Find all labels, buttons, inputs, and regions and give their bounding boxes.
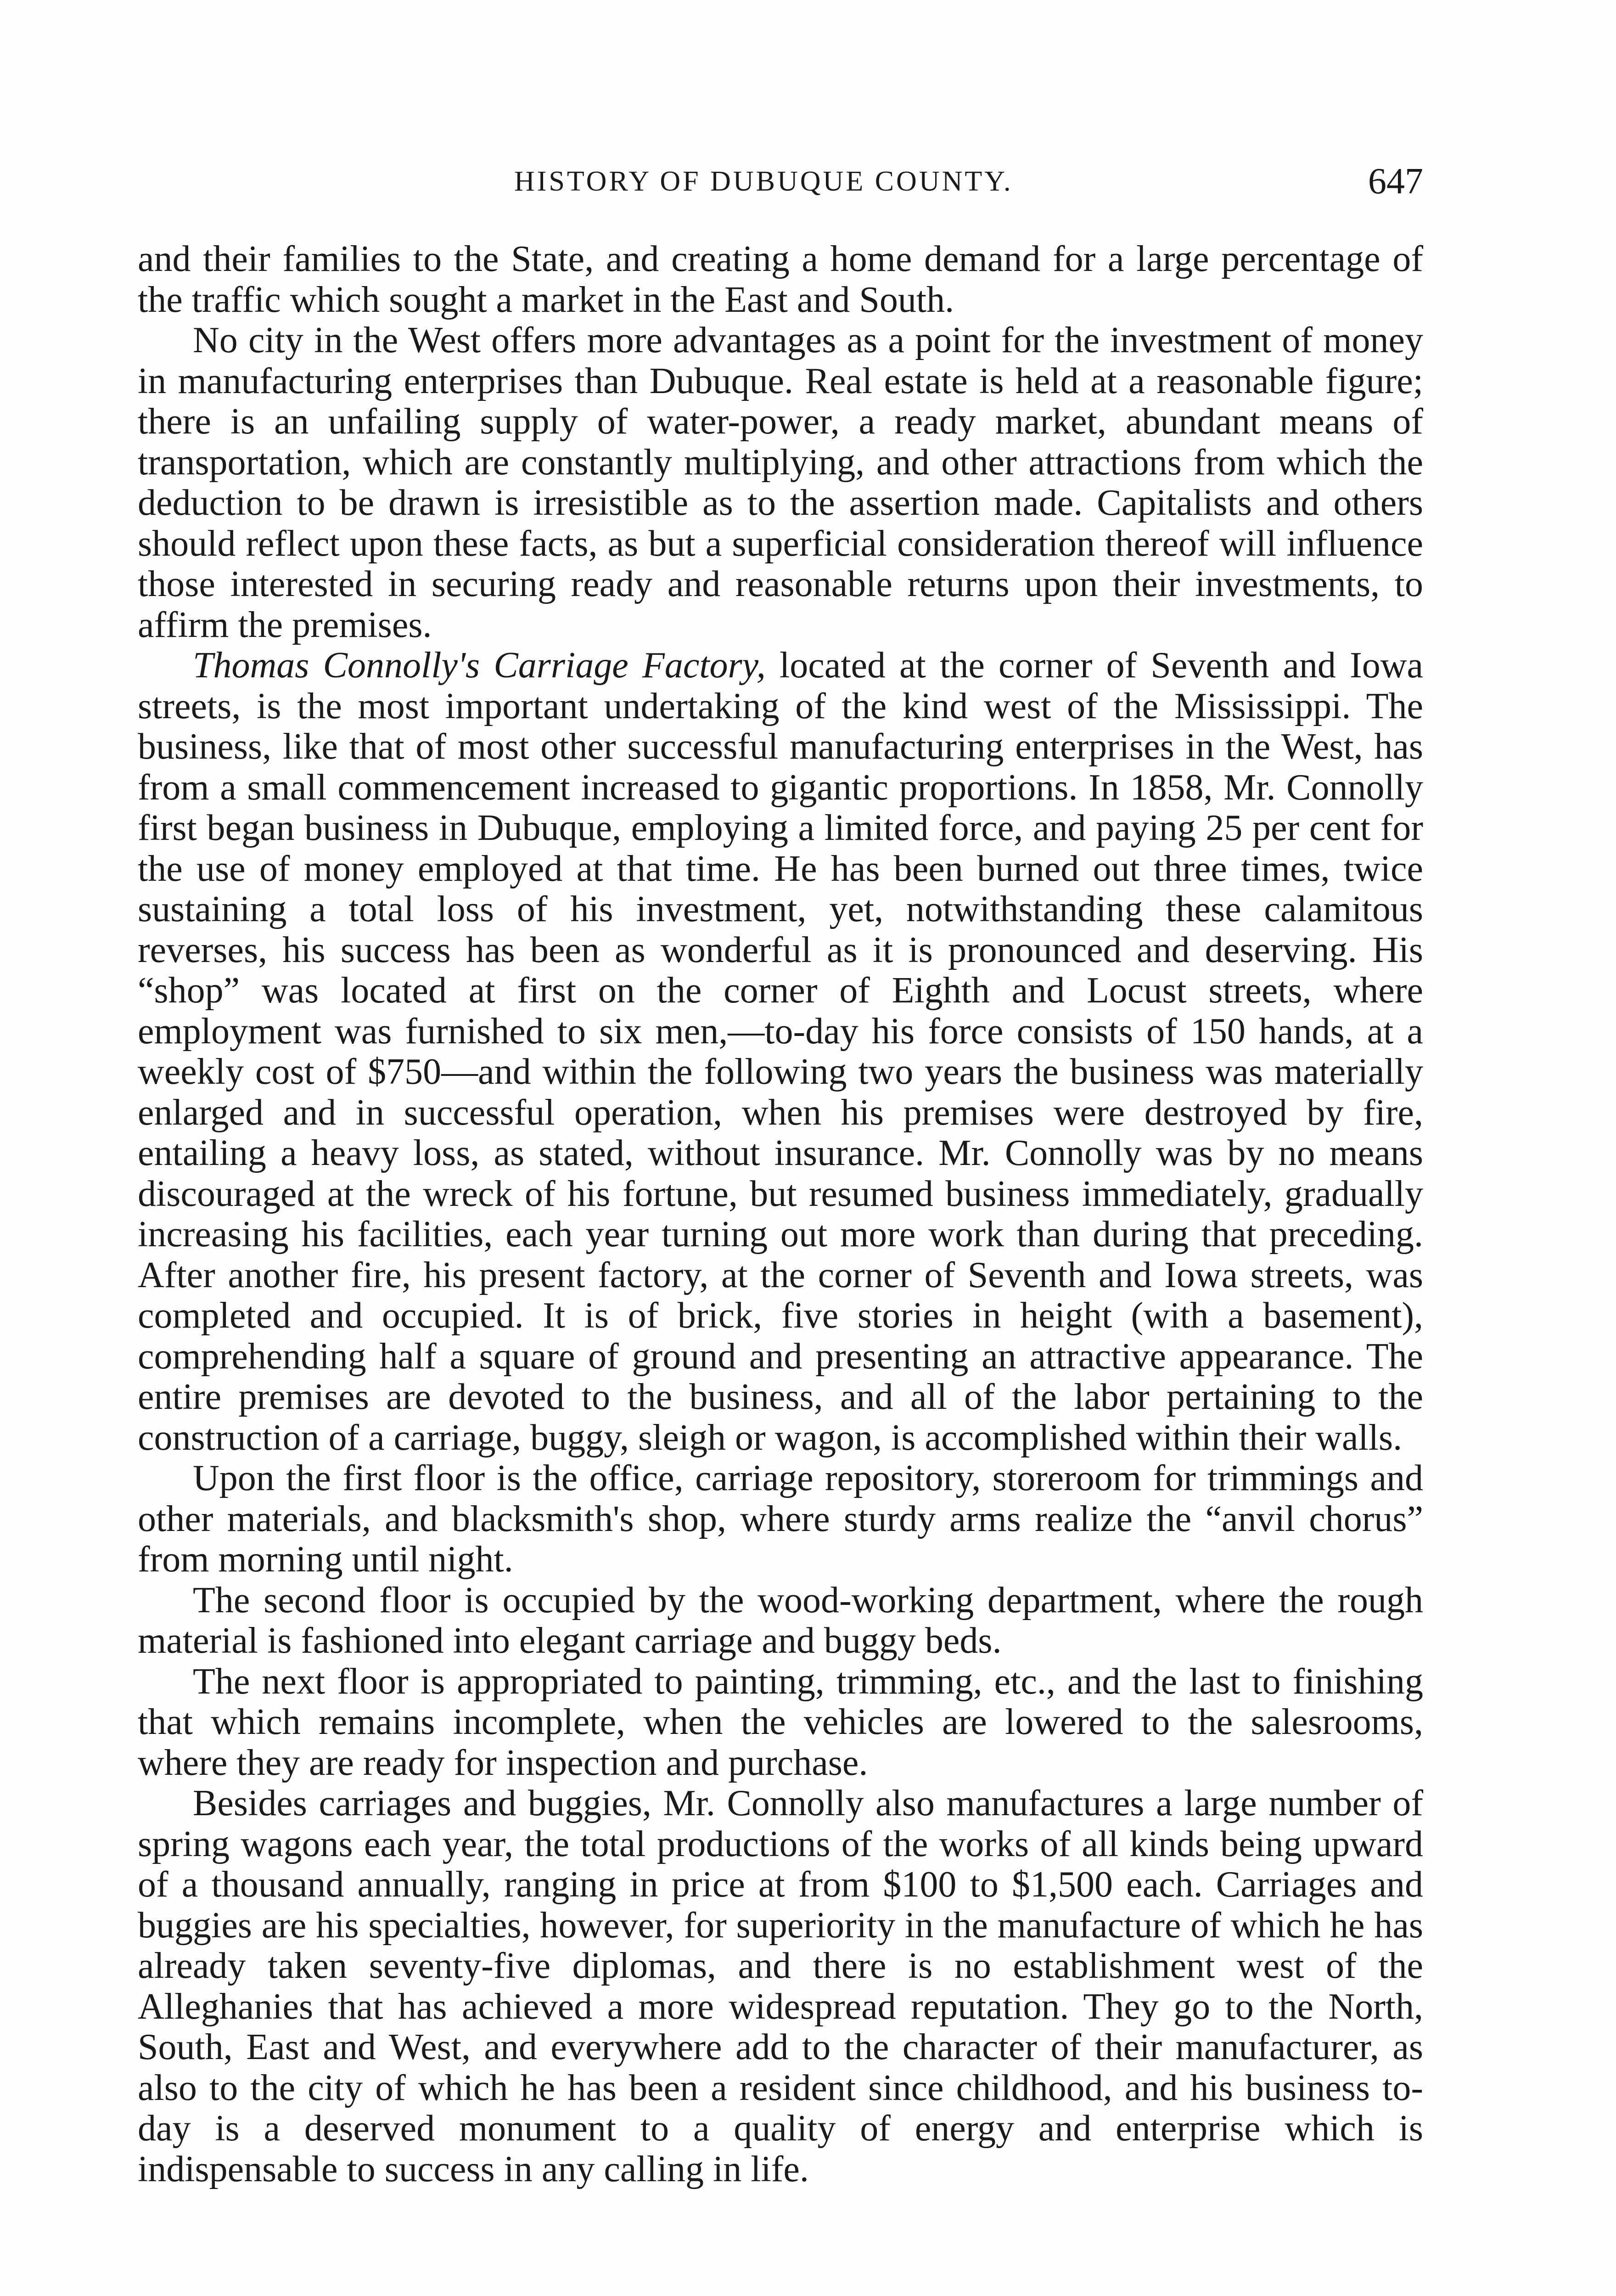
paragraph-second-floor: The second floor is occupied by the wood-working department, where the rough material is fashioned into elegant carriage and buggy beds. [138,1580,1423,1661]
paragraph-investment: No city in the West offers more advantages as a point for the investment of money in manufacturing enterprises than Dubuque. Real estate is held at a reasonable figure; there is an unfailing supply of water-power, a ready market, abundant means of transportation, which are constantly multiplying, and other attractions from which the deduction to be drawn is irresistible as to the assertion made. Capitalists and others should reflect upon these facts, as but a superficial consideration thereof will influence those interested in securing ready and reasonable returns upon their investments, to affirm the premises. [138,320,1423,645]
paragraph-carriage-factory [138,645,1423,1458]
body-text [138,239,1423,2189]
running-title: HISTORY OF DUBUQUE COUNTY. [514,166,1013,197]
paragraph-first-floor: Upon the first floor is the office, carriage repository, storeroom for trimmings and other materials, and blacksmith's shop, where sturdy arms realize the “anvil chorus” from morning until night. [138,1458,1423,1580]
running-head [138,161,1423,207]
paragraph-continuation: and their families to the State, and creating a home demand for a large percentage of the traffic which sought a market in the East and South. [138,239,1423,320]
factory-title: Thomas Connolly's Carriage Factory, [193,645,766,686]
paragraph-next-floor: The next floor is appropriated to painting, trimming, etc., and the last to finishing that which remains incomplete, when the vehicles are lowered to the salesrooms, where they are ready for inspection and purchase. [138,1661,1423,1783]
page-number: 647 [1368,161,1423,202]
factory-description: located at the corner of Seventh and Iowa streets, is the most important undertaking of the kind west of the Mississippi. The business, like that of most other successful manufacturing enterprises in the West, has from a small commencement increased to gigantic proportions. In 1858, Mr. Connolly first began business in Dubuque, employing a limited force, and paying 25 per cent for the use of money employed at that time. He has been burned out three times, twice sustaining a total loss of his investment, yet, notwithstanding these calamitous reverses, his success has been as wonderful as it is pronounced and deserving. His “shop” was located at first on the corner of Eighth and Locust streets, where employment was furnished to six men,—to-day his force consists of 150 hands, at a weekly cost of $750—and within the following two years the business was materially enlarged and in successful operation, when his premises were destroyed by fire, entailing a heavy loss, as stated, without insurance. Mr. Connolly was by no means discouraged at the wreck of his fortune, but resumed business immediately, gradually increasing his facilities, each year turning out more work than during that preceding. After another fire, his present factory, at the corner of Seventh and Iowa streets, was completed and occupied. It is of brick, five stories in height (with a basement), comprehending half a square of ground and presenting an attractive appearance. The entire premises are devoted to the business, and all of the labor pertaining to the construction of a carriage, buggy, sleigh or wagon, is accomplished within their walls. [138,645,1423,1458]
paragraph-productions: Besides carriages and buggies, Mr. Connolly also manufactures a large number of spring wagons each year, the total productions of the works of all kinds being upward of a thousand annually, ranging in price at from $100 to $1,500 each. Carriages and buggies are his specialties, however, for superiority in the manufacture of which he has already taken seventy-five diplomas, and there is no establishment west of the Alleghanies that has achieved a more widespread reputation. They go to the North, South, East and West, and everywhere add to the character of their manufacturer, as also to the city of which he has been a resident since childhood, and his business to-day is a deserved monument to a quality of energy and enterprise which is indispensable to success in any calling in life. [138,1783,1423,2189]
